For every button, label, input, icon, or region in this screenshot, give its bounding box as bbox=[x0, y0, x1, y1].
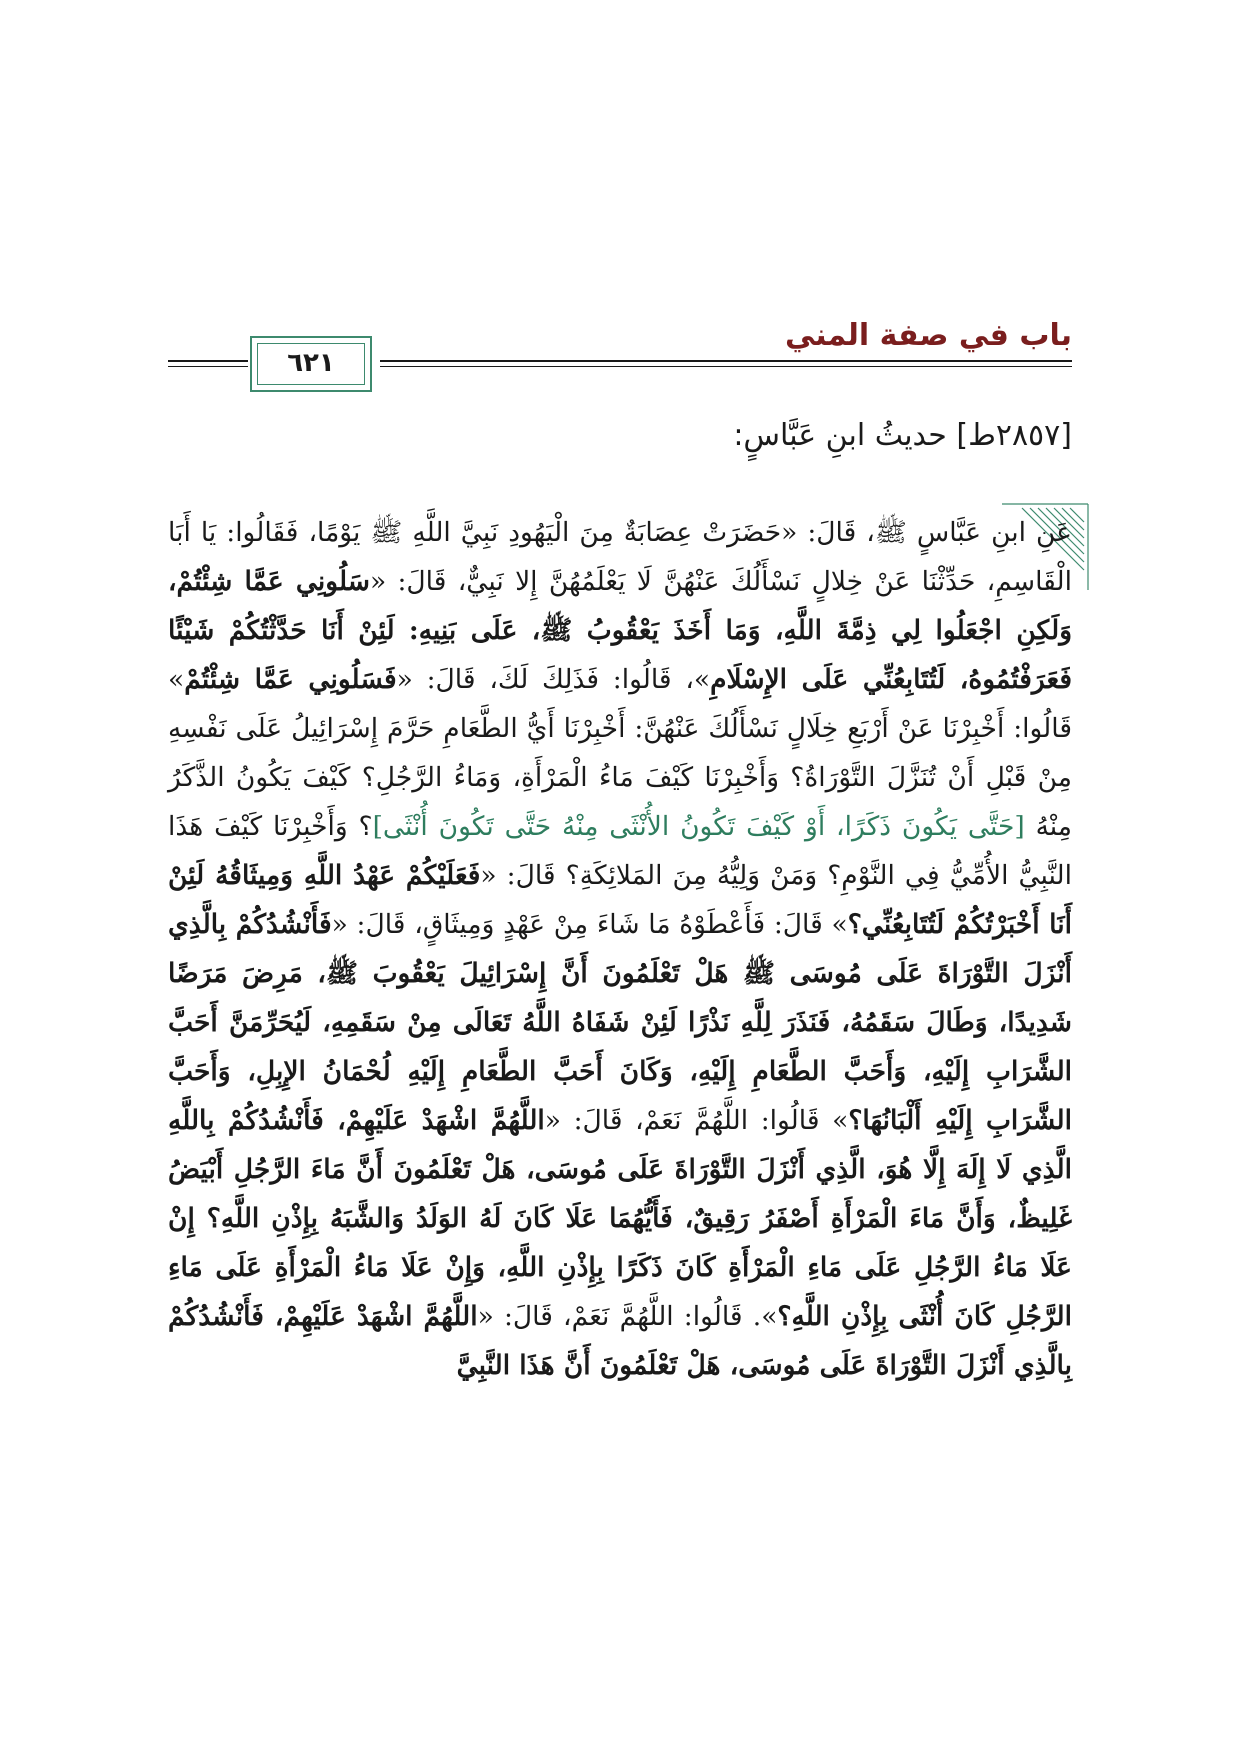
text-run: ». قَالُوا: اللَّهُمَّ نَعَمْ، قَالَ: « bbox=[477, 1301, 778, 1332]
text-run: » قَالُوا: أَخْبِرْنَا عَنْ أَرْبَعِ خِلَالٍ نَسْأَلُكَ عَنْهُنَّ: أَخْبِرْنَا أَيُّ الطَّعَامِ حَرَّمَ إِسْرَائِيلُ عَلَى نَفْسِهِ مِنْ قَبْلِ أَنْ تُنَزَّلَ التَّوْرَاةُ؟ وَأَخْبِرْنَا كَيْفَ مَاءُ الْمَرْأَةِ، وَمَاءُ الرَّجُلِ؟ كَيْفَ يَكُونُ الذَّكَرُ مِنْهُ bbox=[168, 664, 1072, 842]
text-run: »، قَالُوا: فَذَلِكَ لَكَ، قَالَ: « bbox=[396, 664, 711, 695]
page-number-badge bbox=[250, 336, 372, 392]
prophet-speech: فَعَلَيْكُمْ عَهْدُ اللَّهِ وَمِيثَاقُهُ لَئِنْ أَنَا أَخْبَرْتُكُمْ لَتُتَابِعُنِّي؟ bbox=[168, 860, 1072, 940]
text-run: » قَالُوا: اللَّهُمَّ نَعَمْ، قَالَ: « bbox=[544, 1105, 849, 1136]
header-rule-thin bbox=[380, 366, 1072, 367]
header-rule-left bbox=[168, 360, 248, 362]
page-number: ٦٢١ bbox=[287, 348, 335, 378]
header-rule-left-thin bbox=[168, 366, 248, 367]
prophet-speech: اللَّهُمَّ اشْهَدْ عَلَيْهِمْ، فَأَنْشُدُكُمْ بِاللَّهِ الَّذِي لَا إِلَهَ إِلَّا هُوَ، الَّذِي أَنْزَلَ التَّوْرَاةَ عَلَى مُوسَى، هَلْ تَعْلَمُونَ أَنَّ مَاءَ الرَّجُلِ أَبْيَضُ غَلِيظٌ، وَأَنَّ مَاءَ الْمَرْأَةِ أَصْفَرُ رَقِيقٌ، فَأَيُّهُمَا عَلَا كَانَ لَهُ الوَلَدُ وَالشَّبَهُ بِإِذْنِ اللَّهِ؟ إِنْ عَلَا مَاءُ الرَّجُلِ عَلَى مَاءِ الْمَرْأَةِ كَانَ ذَكَرًا بِإِذْنِ اللَّهِ، وَإِنْ عَلَا مَاءُ الْمَرْأَةِ عَلَى مَاءِ الرَّجُلِ كَانَ أُنْثَى بِإِذْنِ اللَّهِ؟ bbox=[168, 1105, 1072, 1332]
prophet-speech: سَلُونِي عَمَّا شِئْتُمْ، وَلَكِنِ اجْعَلُوا لِي ذِمَّةَ اللَّهِ، وَمَا أَخَذَ يَعْقُوبُ ﷺ، عَلَى بَنِيهِ: لَئِنْ أَنَا حَدَّثْتُكُمْ شَيْئًا فَعَرَفْتُمُوهُ، لَتُتَابِعُنِّي عَلَى الإِسْلَامِ bbox=[168, 566, 1072, 695]
prophet-speech: فَأَنْشُدُكُمْ بِالَّذِي أَنْزَلَ التَّوْرَاةَ عَلَى مُوسَى ﷺ هَلْ تَعْلَمُونَ أَنَّ إِسْرَائِيلَ يَعْقُوبَ ﷺ، مَرِضَ مَرَضًا شَدِيدًا، وَطَالَ سَقَمُهُ، فَنَذَرَ لِلَّهِ نَذْرًا لَئِنْ شَفَاهُ اللَّهُ تَعَالَى مِنْ سَقَمِهِ، لَيُحَرِّمَنَّ أَحَبَّ الشَّرَابِ إِلَيْهِ، وَأَحَبَّ الطَّعَامِ إِلَيْهِ، وَكَانَ أَحَبَّ الطَّعَامِ إِلَيْهِ لُحْمَانُ الإِبِلِ، وَأَحَبَّ الشَّرَابِ إِلَيْهِ أَلْبَانُهَا؟ bbox=[168, 909, 1072, 1136]
chapter-title: باب في صفة المني bbox=[784, 318, 1072, 353]
bracketed-insertion: [حَتَّى يَكُونَ ذَكَرًا، أَوْ كَيْفَ تَكُونُ الأُنْثَى مِنْهُ حَتَّى تَكُونَ أُنْثَى] bbox=[372, 811, 1025, 842]
text-run: عَنِ ابنِ عَبَّاسٍ ﷺ، قَالَ: «حَضَرَتْ عِصَابَةٌ مِنَ الْيَهُودِ نَبِيَّ اللَّهِ ﷺ يَوْمًا، فَقَالُوا: يَا أَبَا الْقَاسِمِ، حَدِّثْنَا عَنْ خِلالٍ نَسْأَلُكَ عَنْهُنَّ لَا يَعْلَمُهُنَّ إِلا نَبِيٌّ، قَالَ: « bbox=[168, 517, 1072, 597]
prophet-speech: فَسَلُونِي عَمَّا شِئْتُمْ bbox=[184, 664, 397, 695]
header-rule bbox=[380, 360, 1072, 362]
text-run: » قَالَ: فَأَعْطَوْهُ مَا شَاءَ مِنْ عَهْدٍ وَمِيثَاقٍ، قَالَ: « bbox=[331, 909, 848, 940]
section-title: [٢٨٥٧ط] حديثُ ابنِ عَبَّاسٍ: bbox=[733, 418, 1072, 453]
prophet-speech: اللَّهُمَّ اشْهَدْ عَلَيْهِمْ، فَأَنْشُدُكُمْ بِالَّذِي أَنْزَلَ التَّوْرَاةَ عَلَى مُوسَى، هَلْ تَعْلَمُونَ أَنَّ هَذَا النَّبِيَّ bbox=[168, 1301, 1072, 1381]
text-run: ؟ وَأَخْبِرْنَا كَيْفَ هَذَا النَّبِيُّ الأُمِّيُّ فِي النَّوْمِ؟ وَمَنْ وَلِيُّهُ مِنَ المَلائِكَةِ؟ قَالَ: « bbox=[168, 811, 1072, 891]
hadith-body bbox=[168, 508, 1072, 1390]
